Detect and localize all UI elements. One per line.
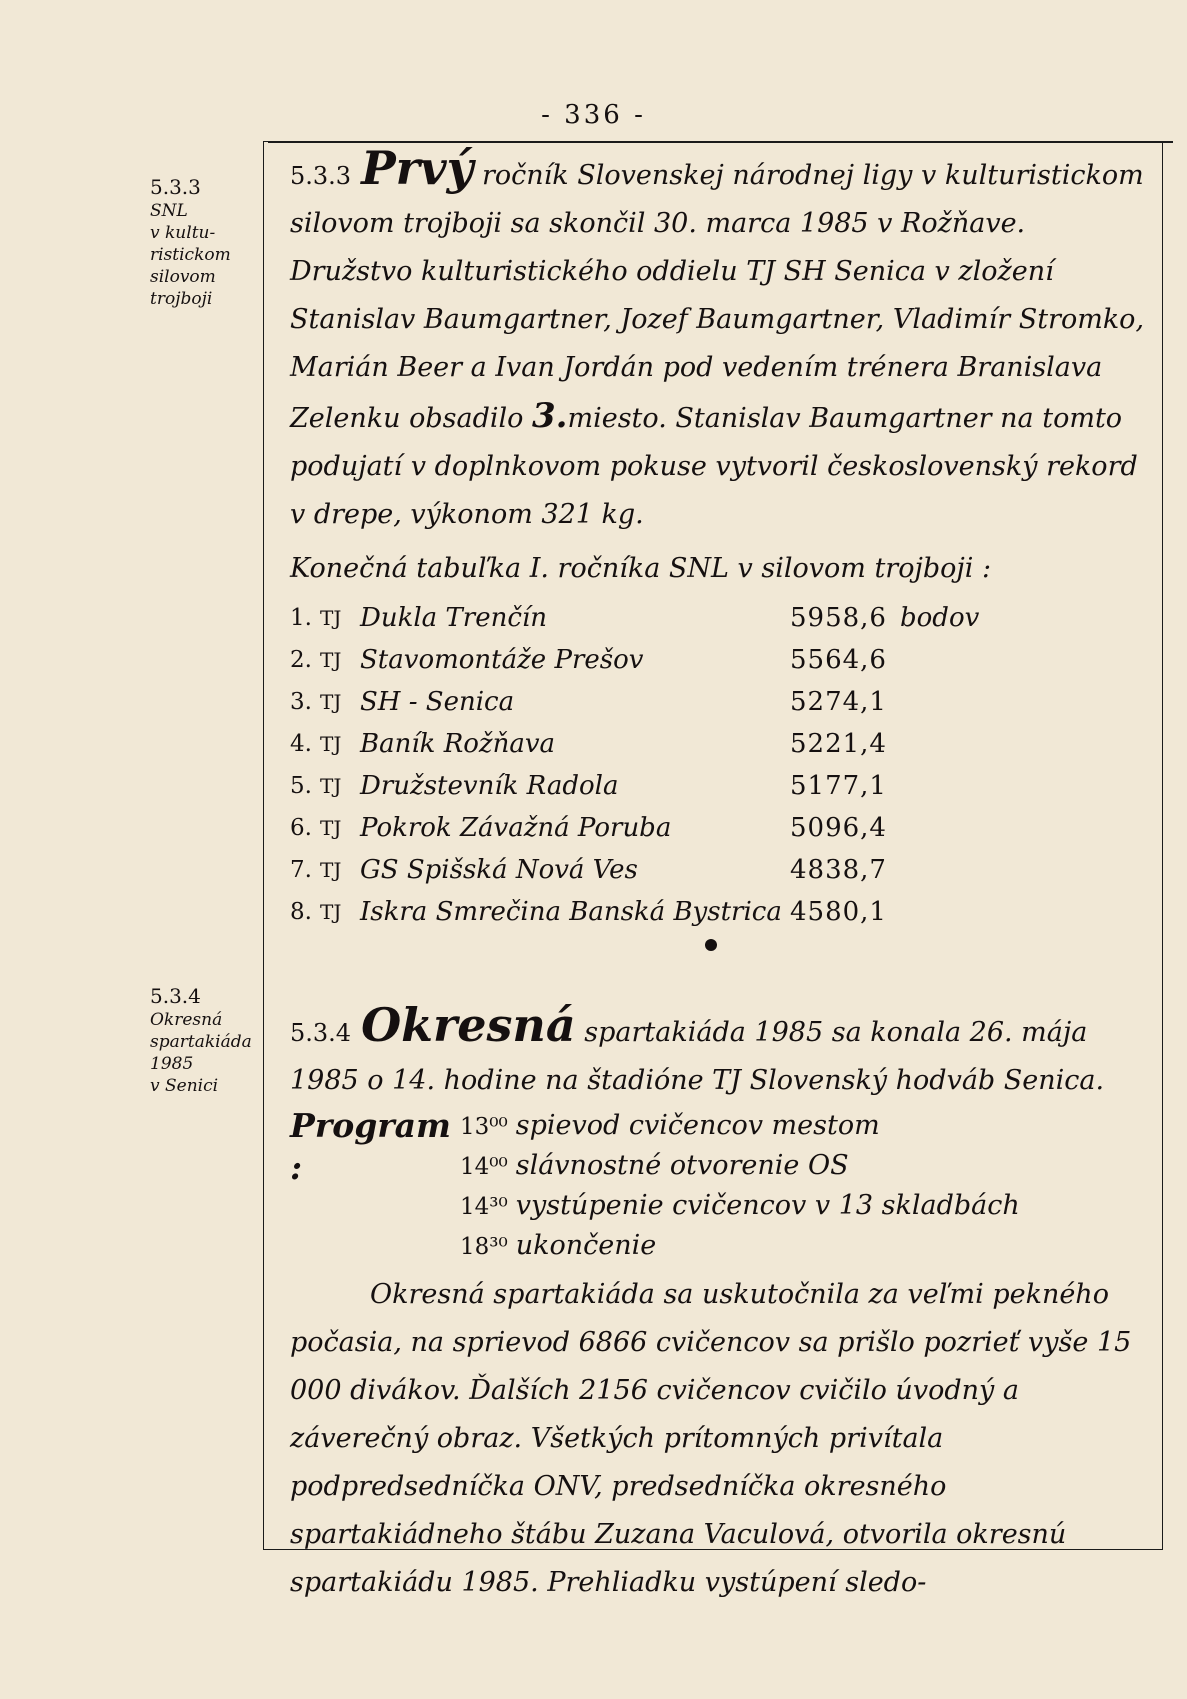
margin-note-line: SNL <box>150 201 188 221</box>
row-team: Dukla Trenčín <box>360 603 547 633</box>
table-row <box>290 891 1150 933</box>
row-position: 5. <box>290 773 312 799</box>
row-team: SH - Senica <box>360 687 515 717</box>
table-row <box>290 849 1150 891</box>
margin-note-number: 5.3.3 <box>150 175 201 199</box>
row-score: 4838,7 <box>790 855 887 885</box>
program-list <box>460 1105 1150 1265</box>
section-number: 5.3.4 <box>290 1019 352 1047</box>
row-position: 3. <box>290 689 312 715</box>
row-score: 5096,4 <box>790 813 887 843</box>
results-table-title: Konečná tabuľka I. ročníka SNL v silovom trojboji : <box>290 553 992 584</box>
table-row <box>290 681 1150 723</box>
row-score: 5958,6 <box>790 603 887 633</box>
program-time: 14⁰⁰ <box>460 1154 508 1180</box>
row-team: Stavomontáže Prešov <box>360 645 644 675</box>
row-team: Družstevník Radola <box>360 771 619 801</box>
program-time: 18³⁰ <box>460 1234 508 1260</box>
margin-note-line: silovom <box>150 267 216 287</box>
row-tj: TJ <box>320 732 342 756</box>
row-tj: TJ <box>320 690 342 714</box>
row-position: 2. <box>290 647 312 673</box>
table-row <box>290 639 1150 681</box>
row-position: 4. <box>290 731 312 757</box>
results-table <box>290 597 1150 933</box>
section-initial-word: Prvý <box>361 141 474 195</box>
margin-note-spartakiada <box>150 985 260 1097</box>
row-score: 5221,4 <box>790 729 887 759</box>
section-text: spartakiáda 1985 sa konala 26. mája 1985 o 14. hodine na štadióne TJ Slovenský hodváb Senica. <box>290 1017 1105 1096</box>
margin-note-line: 1985 <box>150 1054 194 1074</box>
table-row <box>290 723 1150 765</box>
program-text: spievod cvičencov mestom <box>515 1110 880 1141</box>
row-position: 8. <box>290 899 312 925</box>
margin-note-number: 5.3.4 <box>150 984 201 1008</box>
margin-note-snl <box>150 176 260 310</box>
row-tj: TJ <box>320 858 342 882</box>
row-score: 4580,1 <box>790 897 887 927</box>
margin-note-line: ristickom <box>150 245 231 265</box>
ink-dot <box>705 939 717 951</box>
row-tj: TJ <box>320 648 342 672</box>
table-row <box>290 597 1150 639</box>
row-position: 1. <box>290 605 312 631</box>
row-unit: bodov <box>900 603 980 633</box>
program-time: 14³⁰ <box>460 1194 508 1220</box>
row-tj: TJ <box>320 900 342 924</box>
row-tj: TJ <box>320 774 342 798</box>
row-position: 6. <box>290 815 312 841</box>
margin-note-line: v Senici <box>150 1076 219 1096</box>
table-row <box>290 807 1150 849</box>
row-position: 7. <box>290 857 312 883</box>
row-tj: TJ <box>320 606 342 630</box>
section-text: ročník Slovenskej národnej ligy v kulturistickom silovom trojboji sa skončil 30. marca 1985 v Rožňave. Družstvo kulturistického oddielu TJ SH Senica v zložení Stanislav Baumgartner, Jozef Baumgartner, Vladimír Stromko, Marián Beer a Ivan Jordán pod vedením trénera Branislava Zelenku obsadilo <box>290 160 1145 434</box>
program-item <box>460 1225 1150 1265</box>
program-text: ukončenie <box>515 1230 657 1261</box>
margin-note-line: v kultu- <box>150 223 216 243</box>
row-team: Baník Rožňava <box>360 729 556 759</box>
section-spartakiada-intro <box>290 998 1150 1105</box>
row-score: 5564,6 <box>790 645 887 675</box>
margin-note-line: spartakiáda <box>150 1032 252 1052</box>
row-team: Iskra Smrečina Banská Bystrica <box>360 897 782 927</box>
table-row <box>290 765 1150 807</box>
program-block <box>290 1105 1150 1265</box>
program-item <box>460 1105 1150 1145</box>
section-spartakiada-paragraph: Okresná spartakiáda sa uskutočnila za veľmi pekného počasia, na sprievod 6866 cvičencov sa prišlo pozrieť vyše 15 000 divákov. Ďalších 2156 cvičencov cvičilo úvodný a záverečný obraz. Všetkých prítomných privítala podpredsedníčka ONV, predsedníčka okresného spartakiádneho štábu Zuzana Vaculová, otvorila okresnú spartakiádu 1985. Prehliadku vystúpení sledo- <box>290 1279 1132 1598</box>
row-score: 5274,1 <box>790 687 887 717</box>
row-team: Pokrok Závažná Poruba <box>360 813 672 843</box>
program-item <box>460 1145 1150 1185</box>
program-text: vystúpenie cvičencov v 13 skladbách <box>515 1190 1020 1221</box>
section-snl-paragraph <box>290 141 1150 539</box>
placement-number: 3. <box>531 396 568 436</box>
program-time: 13⁰⁰ <box>460 1114 508 1140</box>
row-tj: TJ <box>320 816 342 840</box>
program-item <box>460 1185 1150 1225</box>
section-initial-word: Okresná <box>361 998 576 1052</box>
section-text-continued: miesto. Stanislav Baumgartner na tomto podujatí v doplnkovom pokuse vytvoril československý rekord v drepe, výkonom 321 kg. <box>290 403 1138 530</box>
section-number: 5.3.3 <box>290 162 352 190</box>
section-spartakiada <box>290 998 1150 1607</box>
margin-note-line: trojboji <box>150 289 213 309</box>
row-team: GS Spišská Nová Ves <box>360 855 638 885</box>
page-number: - 336 - <box>541 100 646 130</box>
margin-note-line: Okresná <box>150 1010 223 1030</box>
section-snl <box>290 141 1150 933</box>
row-score: 5177,1 <box>790 771 887 801</box>
program-label: Program : <box>290 1106 451 1187</box>
program-text: slávnostné otvorenie OS <box>515 1150 849 1181</box>
